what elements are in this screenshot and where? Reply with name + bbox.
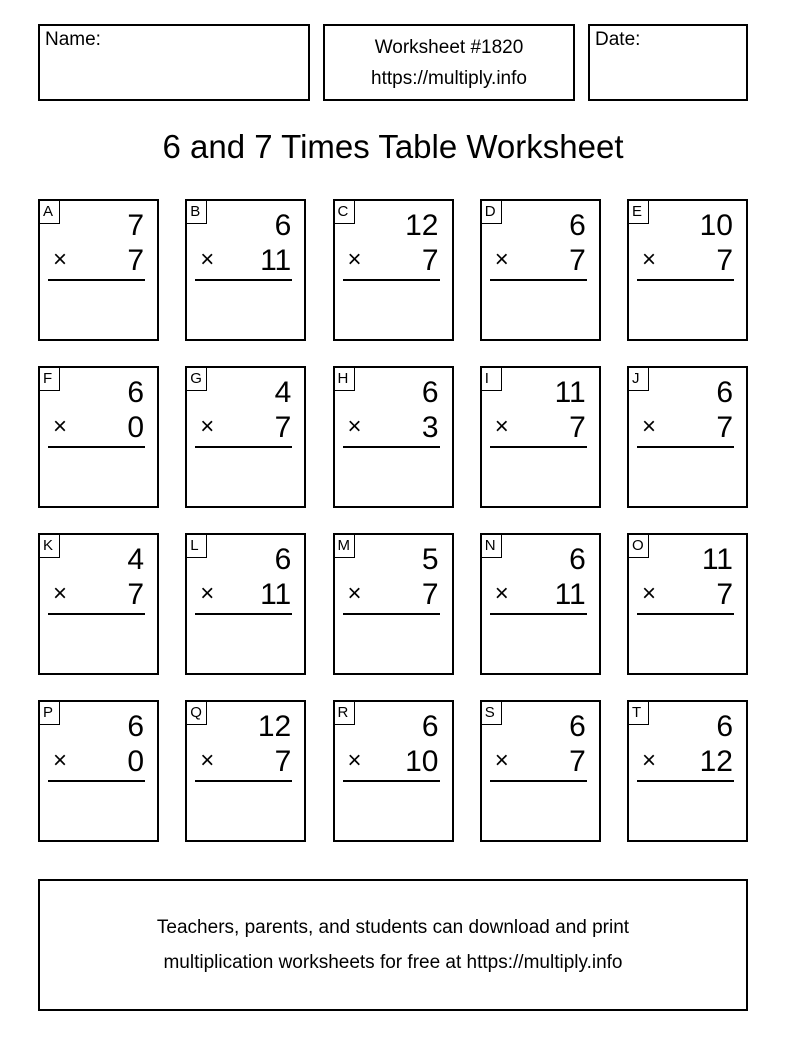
multiplicand: 6: [421, 710, 439, 743]
answer-line: [637, 446, 734, 448]
multiplier: 11: [260, 244, 292, 277]
date-label: Date:: [595, 29, 641, 50]
footer-box: [38, 879, 748, 1011]
answer-line: [195, 446, 292, 448]
multiplicand: 5: [421, 543, 439, 576]
worksheet-url: https://multiply.info: [371, 67, 527, 89]
problem-letter: D: [482, 201, 502, 224]
multiplicand: 6: [127, 710, 144, 743]
multiply-sign: ×: [200, 246, 215, 273]
multiplier: 7: [127, 244, 144, 277]
multiply-sign: ×: [642, 580, 657, 607]
answer-line: [343, 446, 440, 448]
name-field[interactable]: [38, 24, 310, 101]
multiply-sign: ×: [642, 413, 657, 440]
multiplicand: 6: [569, 209, 586, 242]
problem-letter: A: [40, 201, 60, 224]
answer-line: [637, 780, 734, 782]
multiplicand: 7: [127, 209, 144, 242]
multiply-sign: ×: [494, 580, 509, 607]
problem-card[interactable]: [333, 366, 454, 508]
name-label: Name:: [45, 29, 101, 50]
problem-letter: E: [629, 201, 649, 224]
multiplier: 7: [274, 411, 292, 444]
problem-letter: K: [40, 535, 60, 558]
problem-card[interactable]: [38, 366, 159, 508]
answer-line: [195, 780, 292, 782]
problem-letter: N: [482, 535, 502, 558]
multiply-sign: ×: [53, 413, 68, 440]
problem-letter: F: [40, 368, 60, 391]
multiplier: 11: [260, 578, 292, 611]
multiplicand: 6: [274, 543, 292, 576]
multiplier: 7: [716, 411, 733, 444]
problem-letter: Q: [187, 702, 207, 725]
multiply-sign: ×: [200, 747, 215, 774]
problem-card[interactable]: [627, 533, 748, 675]
multiply-sign: ×: [347, 747, 362, 774]
footer-line-1: Teachers, parents, and students can download and print: [156, 917, 630, 938]
multiplier: 11: [554, 578, 586, 611]
problem-letter: R: [335, 702, 355, 725]
problem-letter: S: [482, 702, 502, 725]
answer-line: [490, 613, 587, 615]
problem-card[interactable]: [38, 700, 159, 842]
problem-letter: I: [482, 368, 502, 391]
multiplicand: 6: [569, 710, 586, 743]
problem-card[interactable]: [333, 533, 454, 675]
problem-card[interactable]: [480, 199, 601, 341]
multiplier: 7: [569, 745, 586, 778]
multiply-sign: ×: [494, 246, 509, 273]
multiplicand: 11: [554, 376, 586, 409]
footer-line-2: multiplication worksheets for free at https://multiply.info: [163, 952, 623, 973]
multiply-sign: ×: [53, 747, 68, 774]
problem-card[interactable]: [627, 199, 748, 341]
problem-card[interactable]: [38, 533, 159, 675]
multiply-sign: ×: [53, 246, 68, 273]
multiply-sign: ×: [347, 413, 362, 440]
problem-card[interactable]: [185, 366, 306, 508]
multiply-sign: ×: [494, 413, 509, 440]
multiply-sign: ×: [200, 413, 215, 440]
multiplicand: 4: [127, 543, 144, 576]
problem-letter: B: [187, 201, 207, 224]
problem-card[interactable]: [627, 366, 748, 508]
multiplier: 7: [716, 578, 733, 611]
problem-card[interactable]: [185, 700, 306, 842]
multiplicand: 12: [405, 209, 439, 242]
multiplier: 12: [699, 745, 733, 778]
answer-line: [490, 446, 587, 448]
multiply-sign: ×: [642, 246, 657, 273]
answer-line: [48, 613, 145, 615]
problem-letter: P: [40, 702, 60, 725]
problem-card[interactable]: [480, 700, 601, 842]
problem-card[interactable]: [480, 533, 601, 675]
answer-line: [343, 613, 440, 615]
multiplier: 7: [569, 244, 586, 277]
multiplier: 0: [127, 411, 144, 444]
multiplicand: 6: [274, 209, 292, 242]
problem-letter: O: [629, 535, 649, 558]
answer-line: [48, 780, 145, 782]
multiplicand: 6: [569, 543, 586, 576]
answer-line: [195, 279, 292, 281]
multiply-sign: ×: [642, 747, 657, 774]
page-title: 6 and 7 Times Table Worksheet: [162, 128, 624, 165]
multiplier: 7: [274, 745, 292, 778]
problem-card[interactable]: [185, 533, 306, 675]
answer-line: [48, 279, 145, 281]
multiplicand: 6: [421, 376, 439, 409]
answer-line: [490, 279, 587, 281]
problem-card[interactable]: [38, 199, 159, 341]
problem-letter: M: [335, 535, 355, 558]
answer-line: [637, 279, 734, 281]
problem-card[interactable]: [627, 700, 748, 842]
multiply-sign: ×: [53, 580, 68, 607]
multiplicand: 6: [716, 710, 733, 743]
multiplier: 7: [127, 578, 144, 611]
problem-letter: G: [187, 368, 207, 391]
multiplier: 7: [421, 578, 439, 611]
multiply-sign: ×: [494, 747, 509, 774]
problem-letter: H: [335, 368, 355, 391]
problem-letter: T: [629, 702, 649, 725]
problem-letter: J: [629, 368, 649, 391]
multiply-sign: ×: [200, 580, 215, 607]
problem-card[interactable]: [333, 199, 454, 341]
answer-line: [343, 279, 440, 281]
multiplier: 10: [405, 745, 439, 778]
multiplicand: 4: [274, 376, 292, 409]
multiplier: 7: [569, 411, 586, 444]
answer-line: [343, 780, 440, 782]
worksheet-number: Worksheet #1820: [374, 36, 524, 58]
multiplicand: 11: [701, 543, 733, 576]
problem-letter: C: [335, 201, 355, 224]
answer-line: [48, 446, 145, 448]
multiply-sign: ×: [347, 246, 362, 273]
multiplier: 7: [421, 244, 439, 277]
multiplier: 3: [421, 411, 439, 444]
answer-line: [490, 780, 587, 782]
multiplicand: 10: [699, 209, 733, 242]
worksheet-info-box: [323, 24, 575, 101]
problem-card[interactable]: [480, 366, 601, 508]
multiplicand: 12: [257, 710, 292, 743]
answer-line: [195, 613, 292, 615]
problem-grid: [38, 199, 748, 842]
answer-line: [637, 613, 734, 615]
problem-card[interactable]: [333, 700, 454, 842]
multiply-sign: ×: [347, 580, 362, 607]
problem-card[interactable]: [185, 199, 306, 341]
multiplicand: 6: [716, 376, 733, 409]
multiplicand: 6: [127, 376, 144, 409]
multiplier: 0: [127, 745, 144, 778]
date-field[interactable]: [588, 24, 748, 101]
multiplier: 7: [716, 244, 733, 277]
problem-letter: L: [187, 535, 207, 558]
